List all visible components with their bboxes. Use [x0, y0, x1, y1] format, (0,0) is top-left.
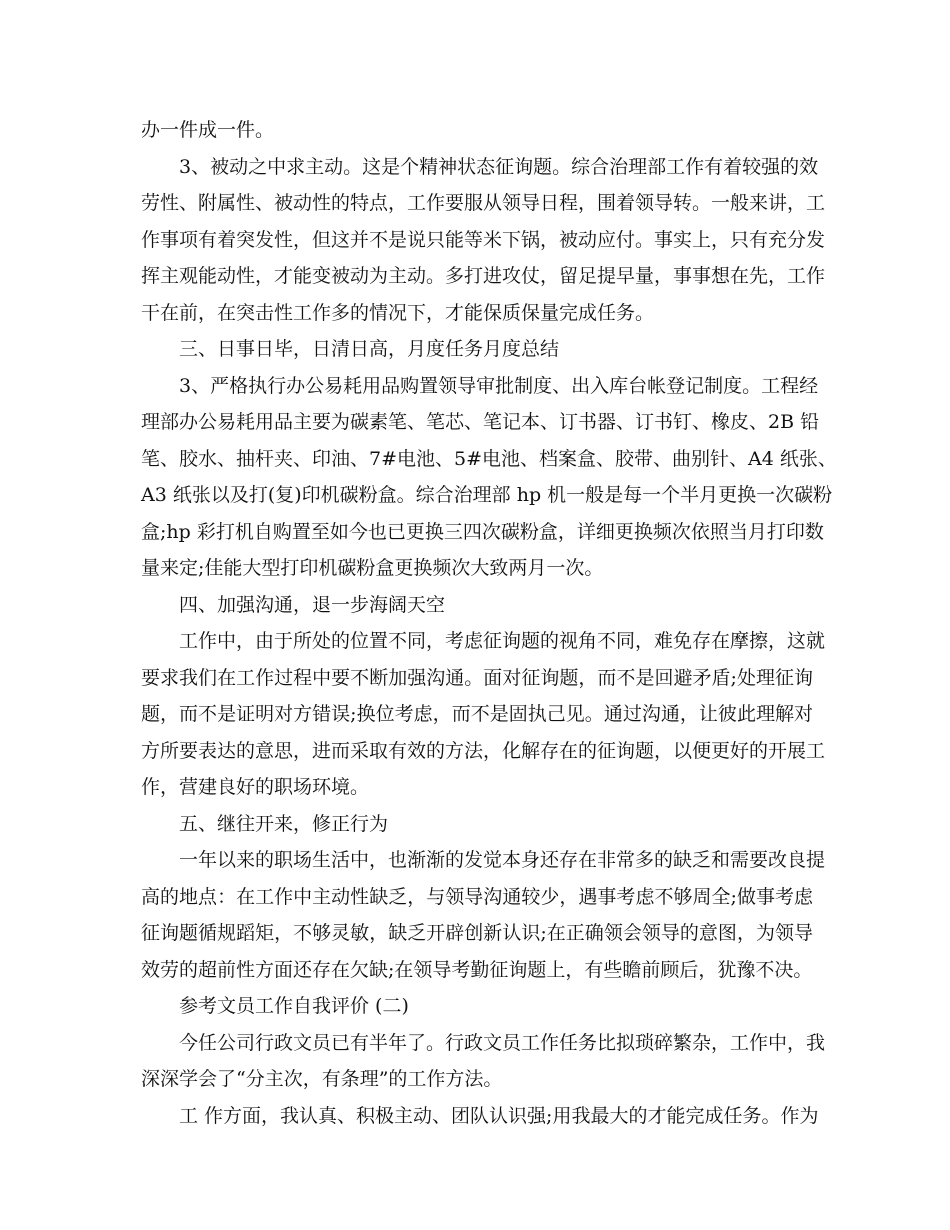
text-line: 作，营建良好的职场环境。: [141, 776, 370, 798]
text-line: 方所要表达的意思，进而采取有效的方法，化解存在的征询题，以便更好的开展工: [141, 739, 826, 762]
text-line: 劳性、附属性、被动性的特点，工作要服从领导日程，围着领导转。一般来讲，工: [141, 192, 826, 214]
text-line: 量来定;佳能大型打印机碳粉盒更换频次大致两月一次。: [141, 557, 604, 579]
text-line: 深深学会了“分主次，有条理”的工作方法。: [141, 1068, 503, 1090]
text-line: 征询题循规蹈矩，不够灵敏，缺乏开辟创新认识;在正确领会领导的意图，为领导: [141, 922, 813, 944]
text-line: 工 作方面，我认真、积极主动、团队认识强;用我最大的才能完成任务。作为: [179, 1104, 819, 1127]
text-line: 理部办公易耗用品主要为碳素笔、笔芯、笔记本、订书器、订书钉、橡皮、2B 铅: [141, 411, 820, 433]
text-line: 参考文员工作自我评价 (二): [179, 995, 409, 1017]
text-line: 五、继往开来，修正行为: [179, 812, 389, 835]
text-line: 四、加强沟通，退一步海阔天空: [179, 593, 446, 616]
document-body: [141, 112, 837, 1134]
text-line: 作事项有着突发性，但这并不是说只能等米下锅，被动应付。事实上，只有充分发: [141, 228, 826, 251]
text-line: 一年以来的职场生活中，也渐渐的发觉本身还存在非常多的缺乏和需要改良提: [179, 849, 826, 871]
text-line: 工作中，由于所处的位置不同，考虑征询题的视角不同，难免存在摩擦，这就: [179, 630, 826, 652]
text-line: 效劳的超前性方面还存在欠缺;在领导考勤征询题上，有些瞻前顾后，犹豫不决。: [141, 958, 813, 981]
text-line: 干在前，在突击性工作多的情况下，才能保质保量完成任务。: [141, 301, 655, 324]
text-line: 盒;hp 彩打机自购置至如今也已更换三四次碳粉盒，详细更换频次依照当月打印数: [141, 520, 824, 543]
text-line: 要求我们在工作过程中要不断加强沟通。面对征询题，而不是回避矛盾;处理征询: [141, 666, 813, 689]
text-line: 高的地点：在工作中主动性缺乏，与领导沟通较少，遇事考虑不够周全;做事考虑: [141, 885, 813, 908]
text-line: 3、被动之中求主动。这是个精神状态征询题。综合治理部工作有着较强的效: [179, 155, 819, 178]
text-line: 今任公司行政文员已有半年了。行政文员工作任务比拟琐碎繁杂，工作中，我: [179, 1031, 826, 1054]
text-line: 题，而不是证明对方错误;换位考虑，而不是固执己见。通过沟通，让彼此理解对: [141, 703, 813, 725]
text-line: 办一件成一件。: [141, 119, 275, 141]
text-line: A3 纸张以及打(复)印机碳粉盒。综合治理部 hp 机一般是每一个半月更换一次碳粉: [141, 484, 833, 506]
text-line: 挥主观能动性，才能变被动为主动。多打进攻仗，留足提早量，事事想在先，工作: [141, 265, 826, 287]
text-line: 笔、胶水、抽杆夹、印油、7#电池、5#电池、档案盒、胶带、曲别针、A4 纸张、: [141, 447, 837, 470]
text-line: 3、严格执行办公易耗用品购置领导审批制度、出入库台帐登记制度。工程经: [179, 374, 819, 397]
text-line: 三、日事日毕，日清日高，月度任务月度总结: [179, 338, 560, 360]
